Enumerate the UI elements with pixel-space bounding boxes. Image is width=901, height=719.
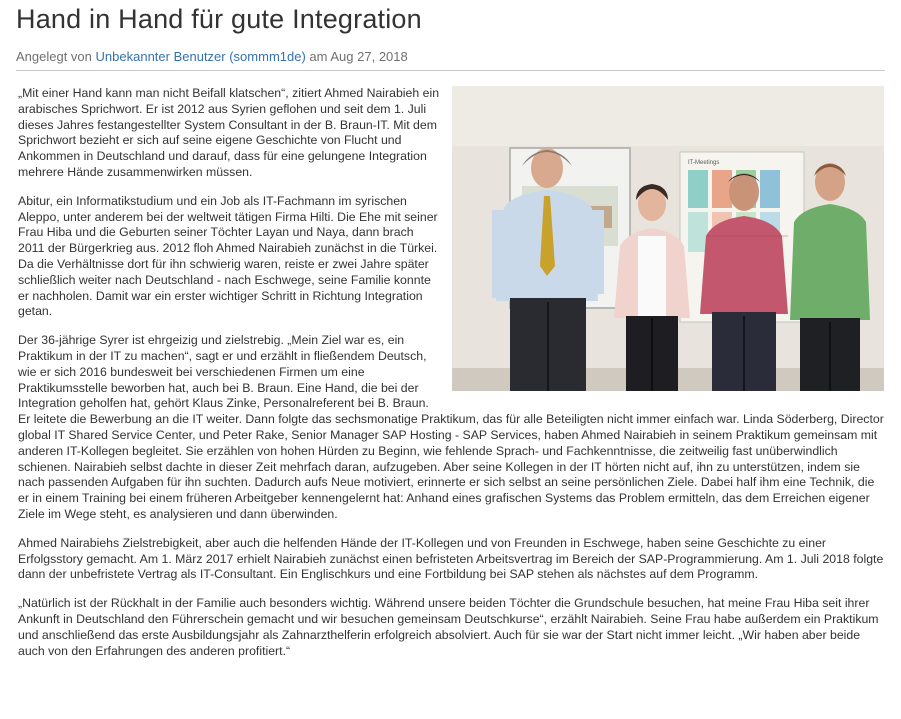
meta-date-prefix: am [309,49,328,64]
article-paragraph-2: Abitur, ein Informatikstudium und ein Job als IT-Fachmann im syrischen Aleppo, unter anderem bei der weltweit tätigen Firma Hilti. Die Ehe mit seiner Frau Hiba und die Geburten seiner Töchter Layan und Naya, dann brach 2011 der Bürgerkrieg aus. 2012 floh Ahmed Nairabieh zunächst in die Türkei. Da die Verhältnisse dort für ihn schwierig waren, reiste er zwei Jahre später schließlich weiter nach Deutschland - nach Eschwege, seine Familie konnte er nachholen. Damit war ein erster wichtiger Schritt in Richtung Integration getan. [18,193,438,319]
article-paragraph-5: „Natürlich ist der Rückhalt in der Familie auch besonders wichtig. Während unsere beiden Töchter die Grundschule besuchen, hat meine Frau Hiba seit ihrer Ankunft in Deutschland den Führerschein gemacht und wir besuchen gemeinsam Deutschkurse“, erzählt Nairabieh. Seine Frau habe außerdem ein Praktikum und anschließend das erste Ausbildungsjahr als Zahnarzthelferin erfolgreich absolviert. Auch für sie war der Start nicht immer leicht. „Wir haben aber beide auch von den Erfahrungen des anderen profitiert.“ [18,596,879,658]
article-body [18,86,884,672]
article-paragraph-4: Ahmed Nairabiehs Zielstrebigkeit, aber auch die helfenden Hände der IT-Kollegen und von Freunden in Eschwege, haben seine Geschichte zu einer Erfolgsstory gemacht. Am 1. März 2017 erhielt Nairabieh zunächst einen befristeten Arbeitsvertrag im Bereich der SAP-Programmierung. Am 1. Juli 2018 folgte dann der unbefristete Vertrag als IT-Consultant. Ein Englischkurs und eine Fortbildung bei SAP stehen als nächstes auf dem Programm. [18,535,884,582]
page-metadata [16,49,408,64]
team-photo [452,86,884,391]
article-paragraph-1: „Mit einer Hand kann man nicht Beifall klatschen“, zitiert Ahmed Nairabieh ein arabisches Sprichwort. Er ist 2012 aus Syrien geflohen und seit dem 1. Juli dieses Jahres festangestellter System Consultant in der B. Braun-IT. Mit dem Sprichwort bezieht er sich auf seine eigene Geschichte von Flucht und Ankommen in Deutschland und darauf, dass für eine gelungene Integration mehrere Hände zusammenwirken müssen. [18,86,440,179]
article-paragraph-3: Der 36-jährige Syrer ist ehrgeizig und zielstrebig. „Mein Ziel war es, ein Praktikum in der IT zu machen“, sagt er und erzählt in fließendem Deutsch, wie er sich 2016 bundesweit bei verschiedenen Firmen um eine Praktikumsstelle beworben hat, auch bei B. Braun. Eine Hand, die bei der Integration geholfen hat, gehört Klaus Zinke, Personalreferent bei B. Braun. Er leitete die Bewerbung an die IT weiter. Dann folgte das sechsmonatige Praktikum, das für alle Beteiligten nicht immer einfach war. Linda Söderberg, Director global IT Shared Service Center, und Peter Rake, Senior Manager SAP Hosting - SAP Services, haben Ahmed Nairabieh in seinem Praktikum gemeinsam mit anderen IT-Kollegen begleitet. Sie erzählen von hohen Hürden zu Beginn, wie fehlende Sprach- und Fachkenntnisse, die zeitweilig fast unüberwindlich schienen. Nairabieh selbst dachte in dieser Zeit mehrfach daran, aufzugeben. Aber seine Kollegen in der IT hörten nicht auf, ihn zu unterstützen, indem sie nach passenden Aufgaben für ihn suchten. Dadurch aufs Neue motiviert, erinnerte er sich selbst an seine persönlichen Ziele. Dabei half ihm eine Technik, die er in einem Training bei einem früheren Arbeitgeber kennengelernt hat: Anhand eines grafischen Systems das Problem ermitteln, das dem Erreichen eigener Ziele im Wege steht, es analysieren und dann überwinden. [18,333,884,521]
page-title: Hand in Hand für gute Integration [16,4,422,34]
header-divider [16,70,885,71]
team-photo-illustration [452,86,884,391]
meta-date: Aug 27, 2018 [330,49,408,64]
meta-prefix: Angelegt von [16,49,92,64]
poster-caption: IT-Meetings [688,160,720,166]
author-link[interactable]: Unbekannter Benutzer (sommm1de) [95,49,306,64]
